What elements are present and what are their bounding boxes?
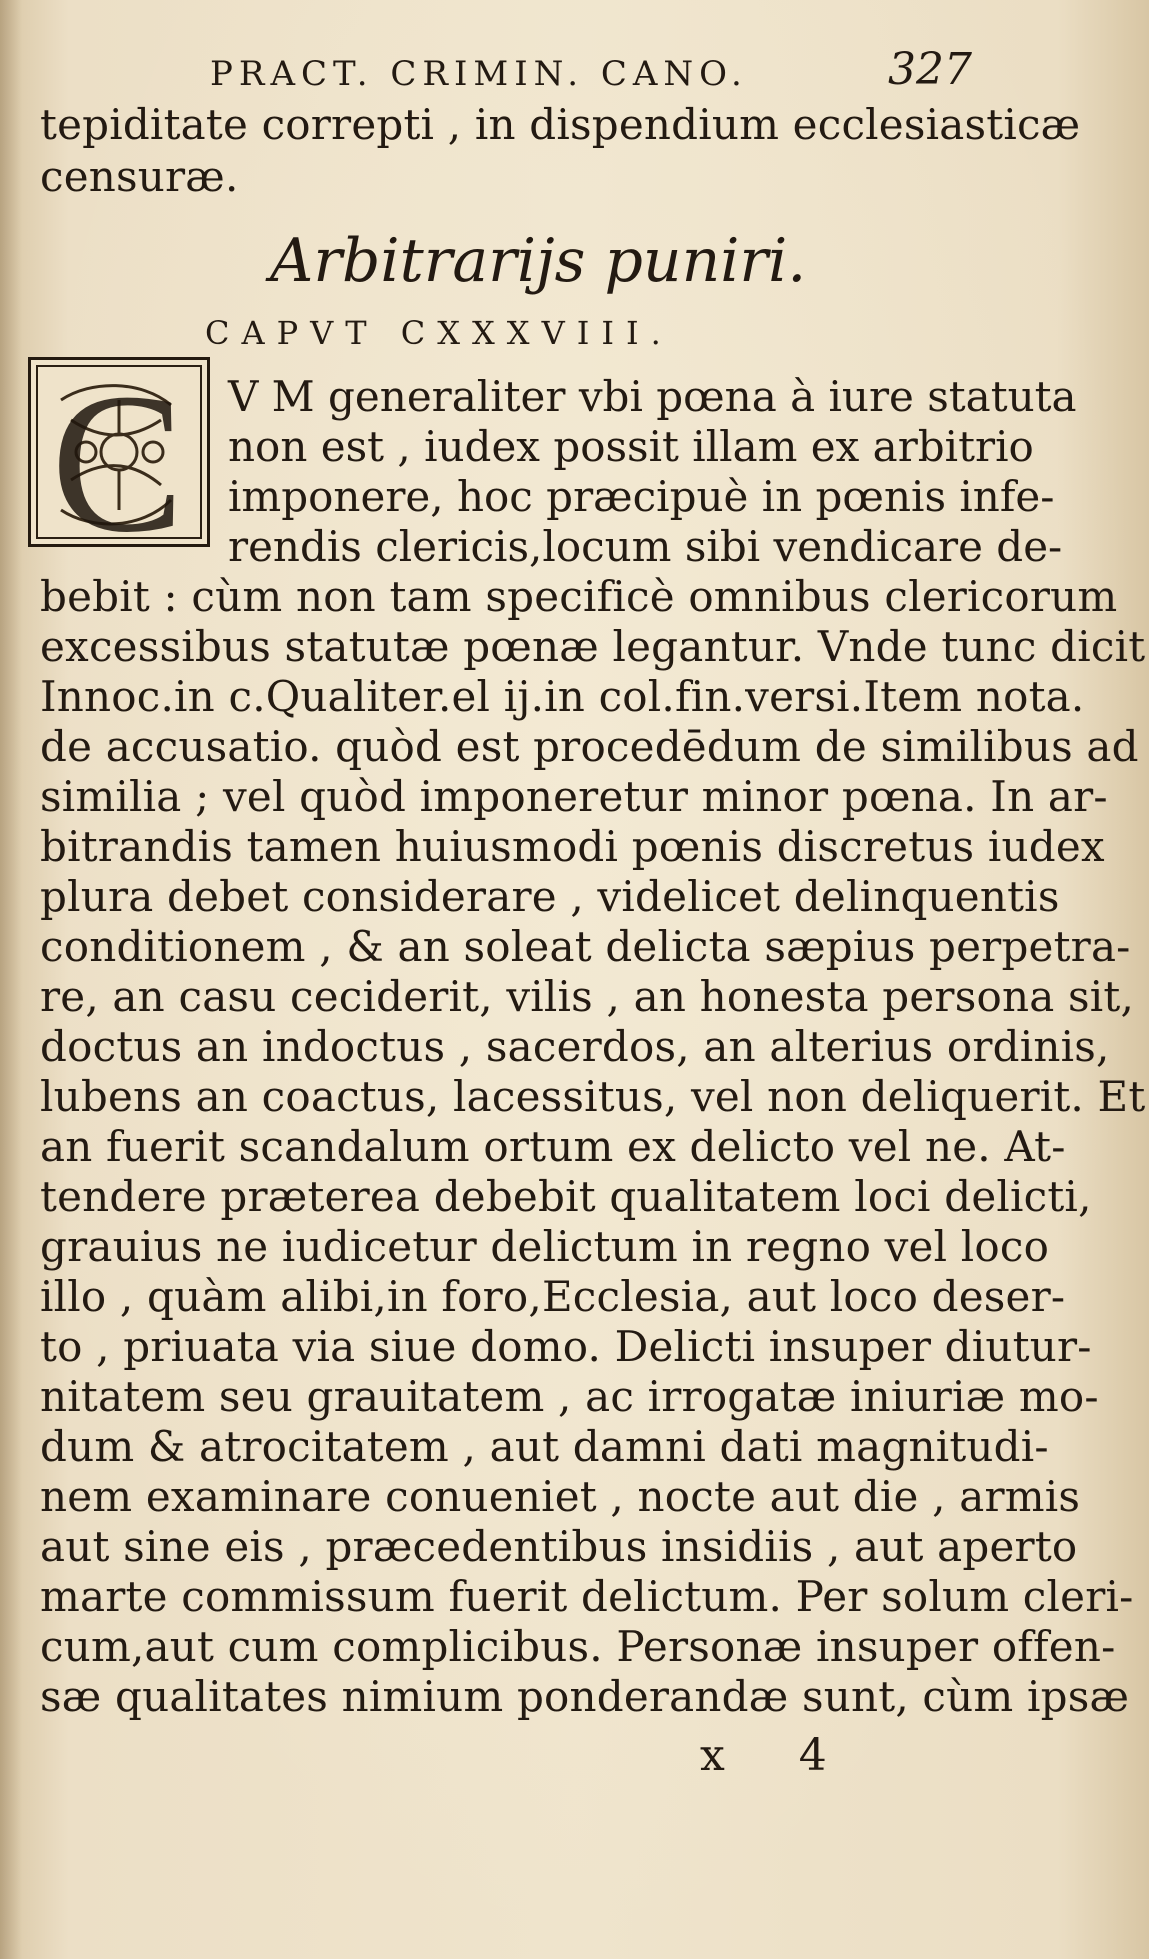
text-line: tendere præterea debebit qualitatem loci delicti,	[40, 1172, 1092, 1221]
text-line: lubens an coactus, lacessitus, vel non deliquerit. Et	[40, 1072, 1146, 1121]
ornamental-initial-icon	[28, 357, 210, 547]
text-line: bitrandis tamen huiusmodi pœnis discretus iudex	[40, 822, 1105, 871]
intro-line: imponere, hoc præcipuè in pœnis infe-	[228, 472, 1055, 521]
text-line: an fuerit scandalum ortum ex delicto vel ne. At-	[40, 1122, 1066, 1171]
text-line: de accusatio. quòd est procedēdum de similibus ad	[40, 722, 1139, 771]
intro-line: V M generaliter vbi pœna à iure statuta	[228, 372, 1077, 421]
chapter-heading: CAPVT CXXXVIII.	[205, 314, 673, 352]
page-number: 327	[888, 44, 972, 95]
text-line: cum,aut cum complicibus. Personæ insuper offen-	[40, 1622, 1116, 1671]
ornamental-initial-svg	[31, 360, 207, 544]
running-head: PRACT. CRIMIN. CANO.	[210, 54, 748, 94]
svg-text:C: C	[51, 360, 185, 544]
text-line: bebit : cùm non tam specificè omnibus clericorum	[40, 572, 1118, 621]
text-line: re, an casu ceciderit, vilis , an honesta persona sit,	[40, 972, 1135, 1021]
continuation-line: tepiditate correpti , in dispendium ecclesiasticæ	[40, 100, 1081, 149]
section-title: Arbitrarijs puniri.	[270, 226, 807, 296]
intro-line: rendis clericis,locum sibi vendicare de-	[228, 522, 1063, 571]
text-line: plura debet considerare , videlicet delinquentis	[40, 872, 1060, 921]
text-line: illo , quàm alibi,in foro,Ecclesia, aut loco deser-	[40, 1272, 1066, 1321]
text-line: grauius ne iudicetur delictum in regno vel loco	[40, 1222, 1050, 1271]
text-line: nitatem seu grauitatem , ac irrogatæ iniuriæ mo-	[40, 1372, 1099, 1421]
text-line: to , priuata via siue domo. Delicti insuper diutur-	[40, 1322, 1092, 1371]
intro-line: non est , iudex possit illam ex arbitrio	[228, 422, 1034, 471]
text-line: excessibus statutæ pœnæ legantur. Vnde tunc dicit	[40, 622, 1146, 671]
continuation-line: censuræ.	[40, 152, 239, 201]
text-line: sæ qualitates nimium ponderandæ sunt, cùm ipsæ	[40, 1672, 1130, 1721]
signature-mark: x 4	[700, 1730, 857, 1781]
text-line: dum & atrocitatem , aut damni dati magnitudi-	[40, 1422, 1049, 1471]
gutter-shadow	[0, 0, 22, 1959]
text-line: marte commissum fuerit delictum. Per solum cleri-	[40, 1572, 1134, 1621]
text-line: doctus an indoctus , sacerdos, an alterius ordinis,	[40, 1022, 1110, 1071]
text-line: Innoc.in c.Qualiter.el ij.in col.fin.versi.Item nota.	[40, 672, 1085, 721]
text-line: nem examinare conueniet , nocte aut die , armis	[40, 1472, 1081, 1521]
text-line: conditionem , & an soleat delicta sæpius perpetra-	[40, 922, 1131, 971]
text-line: aut sine eis , præcedentibus insidiis , aut aperto	[40, 1522, 1078, 1571]
text-line: similia ; vel quòd imponeretur minor pœna. In ar-	[40, 772, 1108, 821]
